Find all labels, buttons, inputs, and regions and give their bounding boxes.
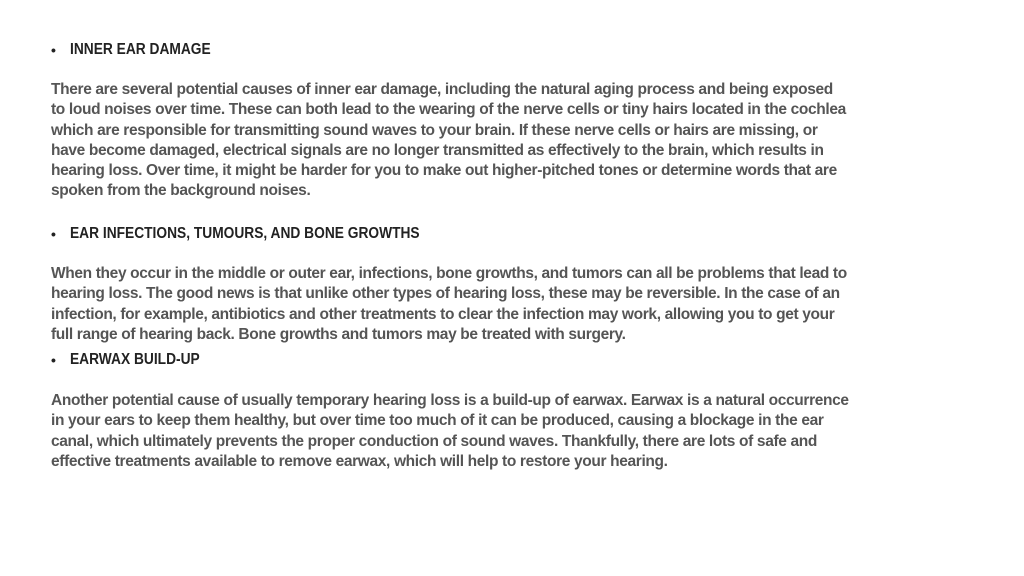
section-inner-ear-damage xyxy=(51,40,951,60)
paragraph-line: spoken from the background noises. xyxy=(51,182,311,200)
paragraph-line: have become damaged, electrical signals are no longer transmitted as effectively to the brain, which results in xyxy=(51,141,824,159)
section-paragraph xyxy=(51,264,951,345)
paragraph-line: Another potential cause of usually temporary hearing loss is a build-up of earwax. Earwax is a natural occurrence xyxy=(51,392,849,409)
heading-text: EARWAX BUILD-UP xyxy=(70,351,200,368)
heading-text: INNER EAR DAMAGE xyxy=(70,41,211,58)
paragraph-line: effective treatments available to remove earwax, which will help to restore your hearing. xyxy=(51,452,668,470)
section-paragraph xyxy=(51,391,951,472)
section-heading xyxy=(51,350,951,370)
section-heading xyxy=(51,224,951,244)
bullet-icon: • xyxy=(51,352,56,368)
section-heading xyxy=(51,40,951,60)
section-ear-infections xyxy=(51,224,951,244)
paragraph-line: hearing loss. The good news is that unlike other types of hearing loss, these may be reversible. In the case of an xyxy=(51,285,840,303)
section-earwax-build-up xyxy=(51,350,951,370)
paragraph-line: which are responsible for transmitting sound waves to your brain. If these nerve cells or hairs are missing, or xyxy=(51,121,818,139)
bullet-icon: • xyxy=(51,226,56,242)
heading-text: EAR INFECTIONS, TUMOURS, AND BONE GROWTHS xyxy=(70,225,420,242)
paragraph-line: to loud noises over time. These can both lead to the wearing of the nerve cells or tiny hairs located in the cochlea xyxy=(51,101,846,119)
section-paragraph xyxy=(51,80,951,202)
paragraph-line: full range of hearing back. Bone growths and tumors may be treated with surgery. xyxy=(51,325,626,343)
paragraph-line: There are several potential causes of inner ear damage, including the natural aging process and being exposed xyxy=(51,81,833,98)
bullet-icon: • xyxy=(51,42,56,58)
paragraph-line: hearing loss. Over time, it might be harder for you to make out higher-pitched tones or determine words that are xyxy=(51,162,837,180)
paragraph-line: in your ears to keep them healthy, but over time too much of it can be produced, causing a blockage in the ear xyxy=(51,412,824,430)
paragraph-line: When they occur in the middle or outer ear, infections, bone growths, and tumors can all be problems that lead to xyxy=(51,265,847,282)
paragraph-line: infection, for example, antibiotics and other treatments to clear the infection may work, allowing you to get your xyxy=(51,305,835,323)
paragraph-line: canal, which ultimately prevents the proper conduction of sound waves. Thankfully, there are lots of safe and xyxy=(51,432,818,450)
